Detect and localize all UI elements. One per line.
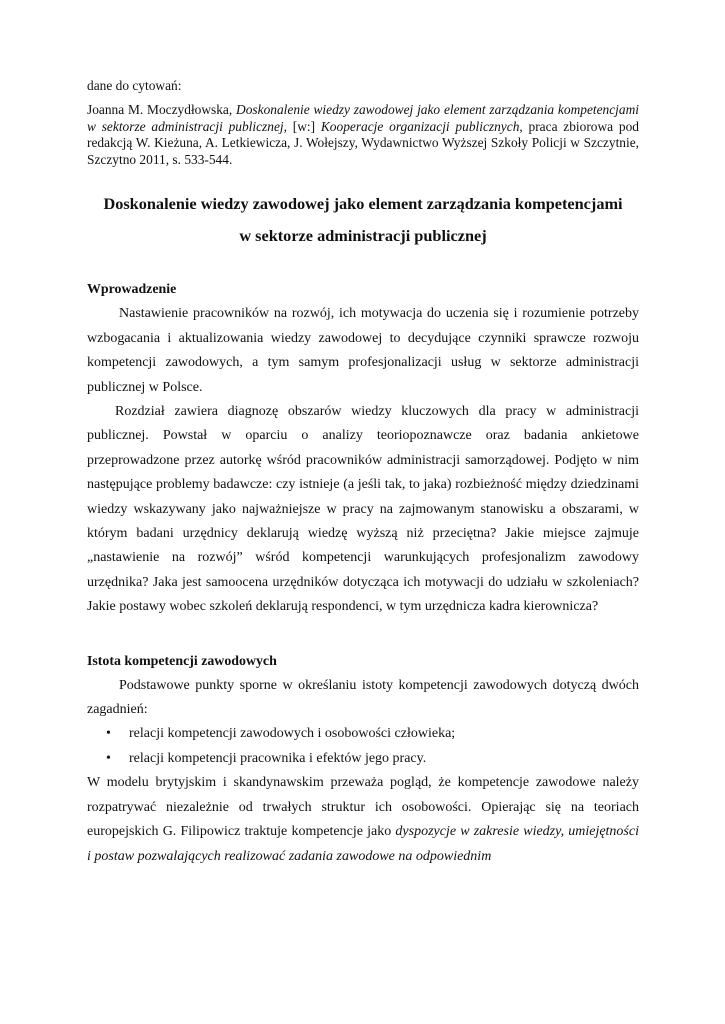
section-heading-introduction: Wprowadzenie bbox=[87, 282, 177, 298]
competencies-paragraph-italic: dyspozycje w zakresie wiedzy, umiejętności i postaw pozwalających realizować zadania zawodowe na odpowiednim bbox=[87, 824, 639, 864]
section-heading-competencies: Istota kompetencji zawodowych bbox=[87, 653, 277, 669]
citation-in: [w:] bbox=[286, 118, 321, 134]
citation-volume-title: Kooperacje organizacji publicznych bbox=[320, 118, 520, 134]
list-item-text: relacji kompetencji pracownika i efektów jego pracy. bbox=[129, 750, 427, 766]
competencies-paragraph-text: W modelu brytyjskim i skandynawskim przeważa pogląd, że kompetencje zawodowe należy rozpatrywać niezależnie od trwałych struktur ich osobowości. Opierając się na teoriach europejskich G. Filipowicz traktuje kompetencje jako bbox=[87, 775, 639, 840]
competencies-paragraph bbox=[87, 771, 639, 869]
citation-details: , praca zbiorowa pod redakcją W. Kieżuna, A. Letkiewicza, J. Wołejszy, Wydawnictwo Wyższej Szkoły Policji w Szczytnie, Szczytno 2011, s. 533-544. bbox=[87, 118, 639, 167]
bullet-icon: • bbox=[106, 726, 111, 742]
list-item bbox=[87, 747, 639, 771]
citation-author: Joanna M. Moczydłowska, bbox=[87, 102, 237, 117]
bullet-icon: • bbox=[106, 750, 111, 766]
list-item-text: relacji kompetencji zawodowych i osobowości człowieka; bbox=[129, 726, 456, 742]
citation-work-title: Doskonalenie wiedzy zawodowej jako element zarządzania kompetencjami w sektorze administracji publicznej, bbox=[87, 102, 639, 134]
document-title-line-1: Doskonalenie wiedzy zawodowej jako element zarządzania kompetencjami bbox=[103, 194, 623, 214]
citation-reference bbox=[87, 102, 639, 168]
document-title-line-2: w sektorze administracji publicznej bbox=[239, 226, 487, 246]
list-item bbox=[87, 722, 639, 746]
introduction-paragraph-1: Nastawienie pracowników na rozwój, ich motywacja do uczenia się i rozumienie potrzeby wzbogacania i aktualizowania wiedzy zawodowej to decydujące czynniki sprawcze rozwoju kompetencji zawodowych, a tym samym profesjonalizacji usług w sektorze administracji publicznej w Polsce. bbox=[87, 306, 639, 395]
competencies-bullet-list bbox=[87, 722, 639, 771]
introduction-paragraph-2: Rozdział zawiera diagnozę obszarów wiedzy kluczowych dla pracy w administracji publicznej. Powstał w oparciu o analizy teoriopoznawcze oraz badania ankietowe przeprowadzone przez autorkę wśród pracowników administracji samorządowej. Podjęto w nim następujące problemy badawcze: czy istnieje (a jeśli tak, to jaka) rozbieżność między dziedzinami wiedzy wskazywany jako najważniejsze w pracy na zajmowanym stanowisku a obszarami, w którym badani urzędnicy deklarują wiedzę wyższą niż przeciętna? Jakie miejsce zajmuje „nastawienie na rozwój” wśród kompetencji warunkujących profesjonalizm zawodowy urzędnika? Jaka jest samoocena urzędników dotycząca ich motywacji do udziału w szkoleniach? Jakie postawy wobec szkoleń deklarują respondenci, w tym urzędnicza kadra kierownicza? bbox=[87, 404, 639, 615]
citation-label: dane do cytowań: bbox=[87, 78, 182, 93]
document-page bbox=[87, 78, 639, 869]
document-title bbox=[87, 188, 639, 252]
competencies-intro-paragraph: Podstawowe punkty sporne w określaniu istoty kompetencji zawodowych dotyczą dwóch zagadnień: bbox=[87, 677, 639, 718]
